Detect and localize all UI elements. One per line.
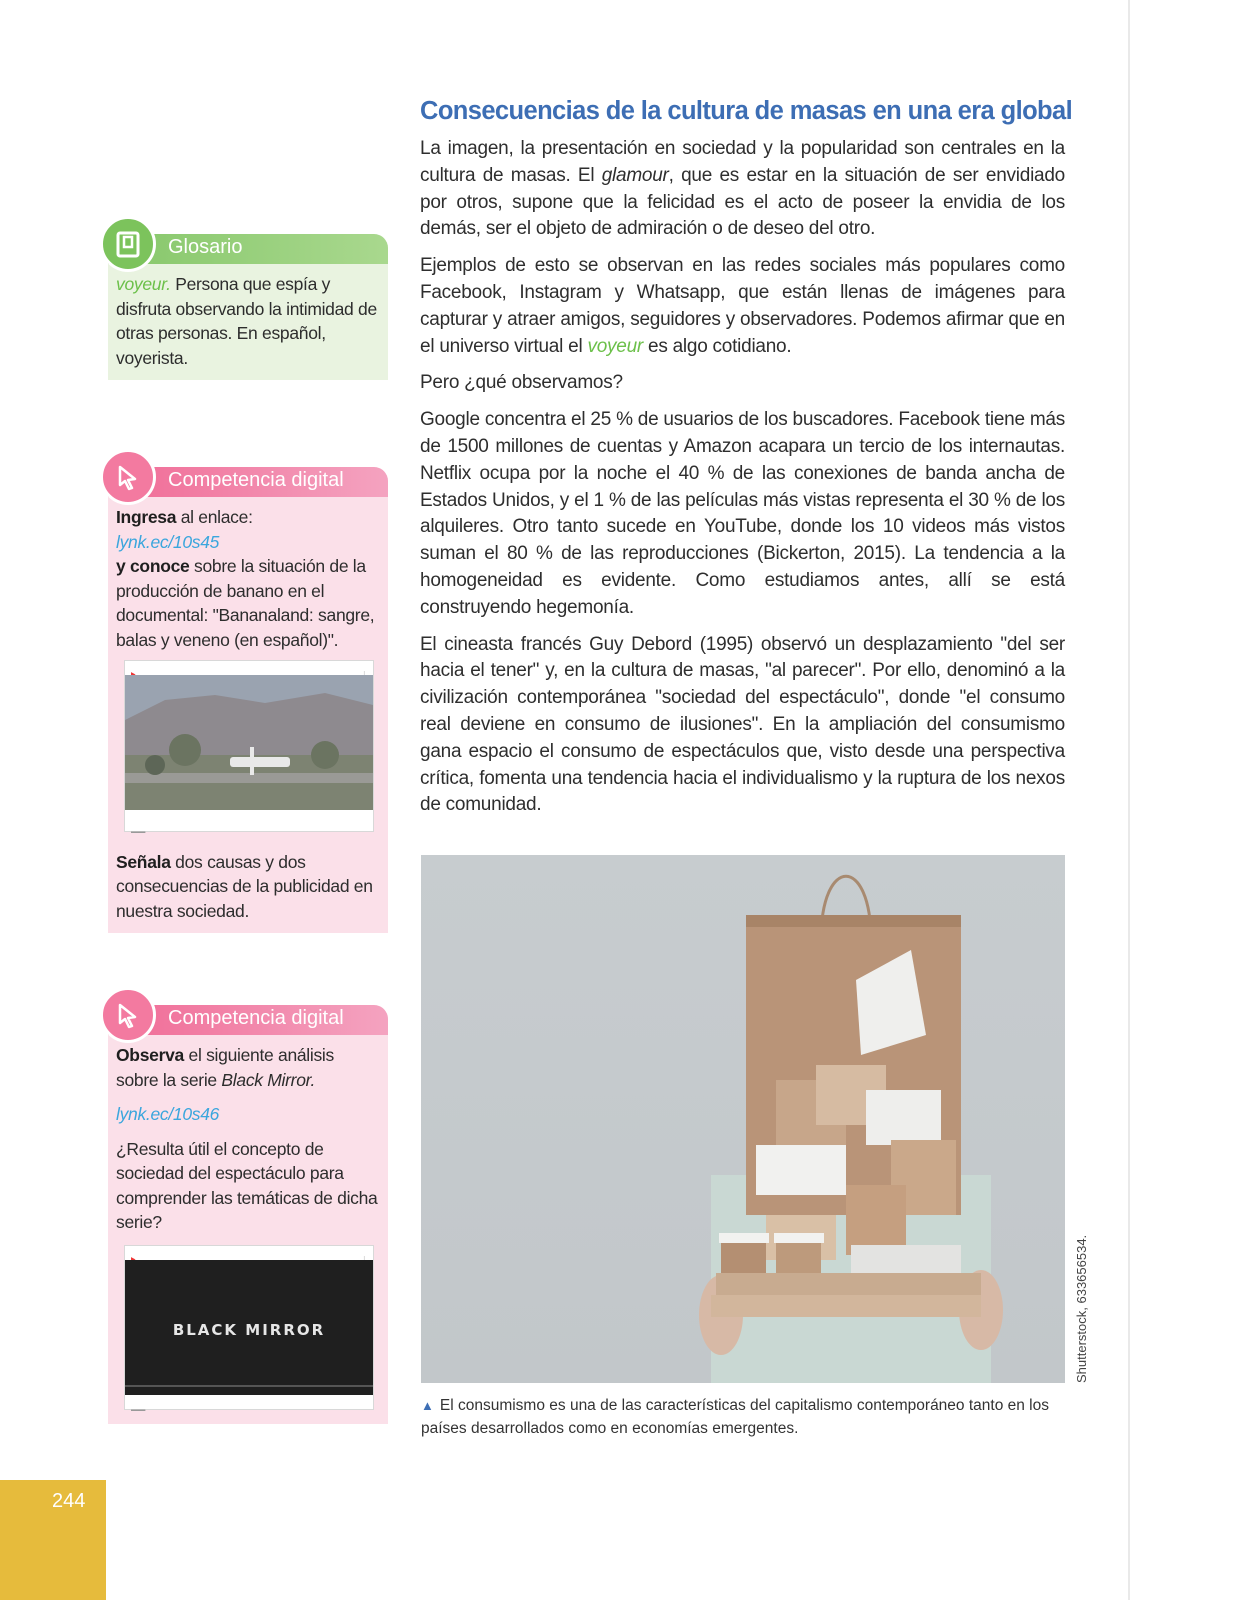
paragraph-2: Ejemplos de esto se observan en las redes sociales más populares como Facebook, Instagram y Whatsapp, que están llenas de imágenes para capturar y atraer amigos, seguidores y observadores. Podemos afirmar que en el universo virtual el voyeur es algo cotidiano. [420, 255, 1065, 357]
page-number-tab [0, 1480, 106, 1600]
video-toolbar [125, 1246, 373, 1260]
glossary-title: Glosario [168, 236, 243, 258]
glossary-term-voyeur: voyeur [587, 335, 643, 357]
page-number: 244 [52, 1490, 86, 1512]
photo-credit: Shutterstock, 633656534. [1074, 1234, 1089, 1383]
glossary-definition: Persona que espía y disfruta observando la intimidad de otras personas. En español, voyerista. [116, 274, 377, 368]
video-footer: ▬▬▬ [131, 1406, 146, 1413]
digital-competence-box-2 [108, 1005, 388, 1424]
consumerism-photo [421, 855, 1065, 1383]
instruction-2: y conoce sobre la situación de la producción de banano en el documental: "Bananaland: sangre, balas y veneno (en español)". [116, 556, 375, 650]
video-footer: ▬▬▬ [131, 828, 146, 835]
digital-competence-title-1: Competencia digital [168, 469, 344, 491]
cursor-icon [100, 449, 156, 505]
video-frame-airport [125, 675, 373, 810]
digital-competence-header-1 [108, 467, 388, 497]
video-frame-black-mirror [125, 1260, 373, 1395]
digital-competence-box-1 [108, 467, 388, 933]
glossary-book-icon [100, 216, 156, 272]
video-progress-bar[interactable] [125, 1385, 373, 1387]
cursor-icon [100, 987, 156, 1043]
resource-link-2[interactable]: lynk.ec/10s46 [116, 1104, 220, 1124]
digital-competence-body-1 [108, 497, 388, 933]
video-thumbnail-2[interactable] [124, 1245, 374, 1413]
paragraph-3: Pero ¿qué observamos? [420, 372, 623, 394]
glossary-box [108, 234, 388, 380]
section-title: Consecuencias de la cultura de masas en una era global [420, 97, 1073, 125]
video-title: BLACK MIRROR [172, 1320, 326, 1339]
video-thumbnail-1[interactable] [124, 660, 374, 835]
instruction-observe: Observa el siguiente análisis sobre la serie Black Mirror. [116, 1045, 334, 1090]
digital-competence-header-2 [108, 1005, 388, 1035]
glossary-header [108, 234, 388, 264]
instruction-1: Ingresa al enlace: [116, 507, 253, 527]
digital-competence-body-2 [108, 1035, 388, 1424]
paragraph-1: La imagen, la presentación en sociedad y la popularidad son centrales en la cultura de masas. El glamour, que es estar en la situación de ser envidiado por otros, supone que la felicidad es el acto de poseer la envidia de los demás, ser el objeto de admiración o de deseo del otro. [420, 138, 1065, 240]
glossary-term: voyeur. [116, 274, 171, 294]
digital-competence-title-2: Competencia digital [168, 1007, 344, 1029]
question-text: ¿Resulta útil el concepto de sociedad del espectáculo para comprender las temáticas de dicha serie? [116, 1138, 378, 1232]
video-toolbar [125, 661, 373, 675]
instruction-3: Señala dos causas y dos consecuencias de la publicidad en nuestra sociedad. [116, 851, 373, 921]
glossary-body [108, 264, 388, 380]
paragraph-5: El cineasta francés Guy Debord (1995) observó un desplazamiento "del ser hacia el tener" y, en la cultura de masas, "al parecer". Por ello, denominó a la civilización contemporánea "sociedad del espectáculo", donde "el consumo real deviene en consumo de ilusiones". En la ampliación del consumismo gana espacio el consumo de espectáculos que, visto desde una perspectiva crítica, fomenta una tendencia hacia el individualismo y la ruptura de los nexos de comunidad. [420, 633, 1065, 816]
photo-caption: ▲ El consumismo es una de las características del capitalismo contemporáneo tanto en los países desarrollados como en economías emergentes. [421, 1397, 1049, 1437]
triangle-icon: ▲ [421, 1398, 434, 1413]
page-edge-line [1128, 0, 1130, 1600]
resource-link-1[interactable]: lynk.ec/10s45 [116, 531, 220, 552]
main-column [420, 96, 1073, 819]
paragraph-4: Google concentra el 25 % de usuarios de los buscadores. Facebook tiene más de 1500 millones de cuentas y Amazon acapara un tercio de los internautas. Netflix ocupa por la noche el 40 % de las conexiones de banda ancha de Estados Unidos, y el 1 % de las películas más vistas representa el 30 % de los alquileres. Otro tanto sucede en YouTube, donde los 10 videos más vistos suman el 80 % de las reproducciones (Bickerton, 2015). La tendencia a la homogeneidad es evidente. Como estudiamos antes, allí se está construyendo hegemonía. [420, 409, 1065, 618]
